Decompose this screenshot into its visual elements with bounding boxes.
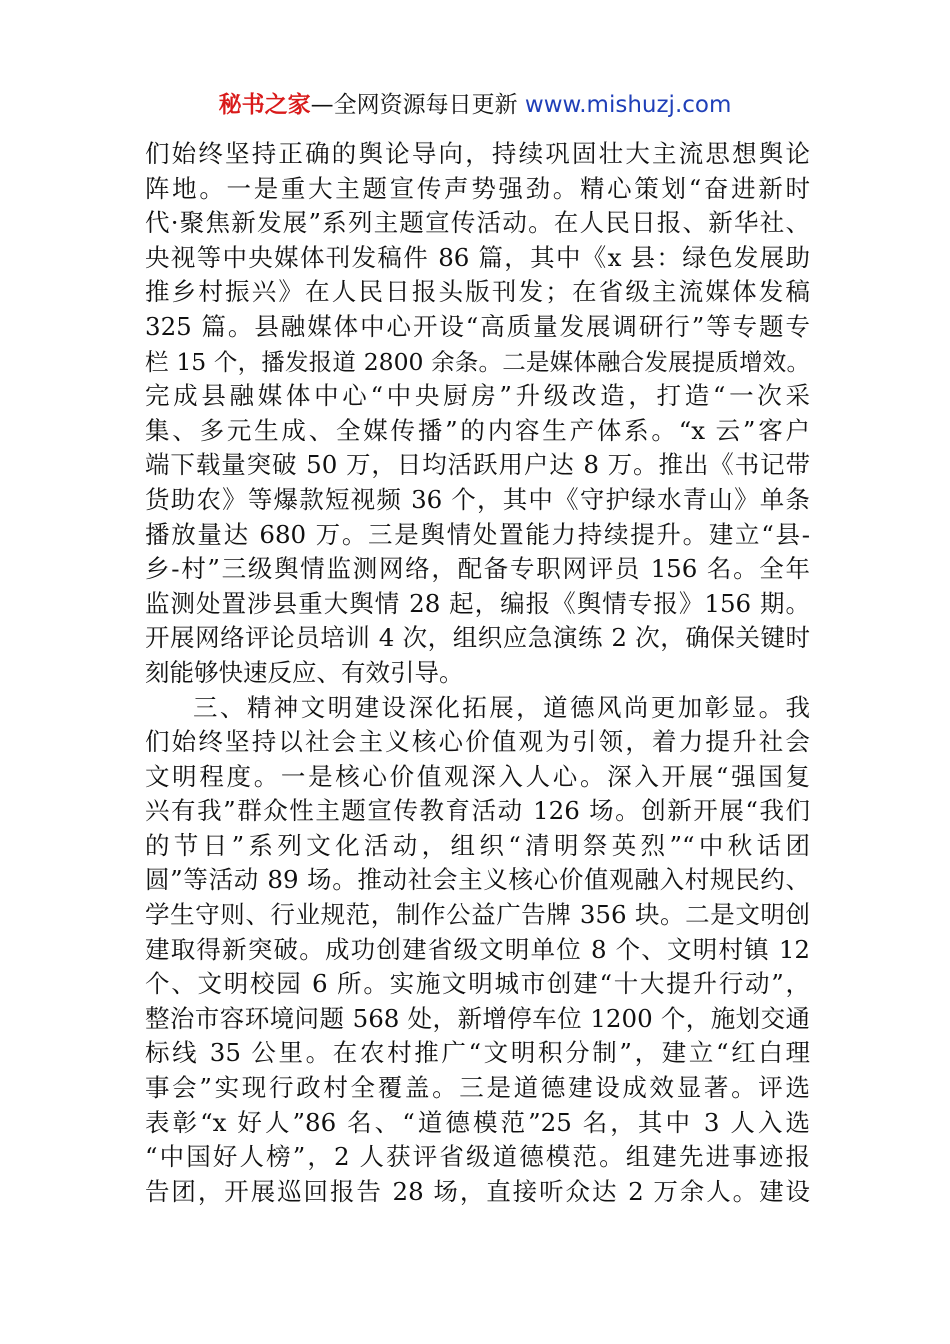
document-text-line: 学生守则、行业规范，制作公益广告牌 356 块。二是文明创	[145, 900, 810, 930]
document-text-line: 文明程度。一是核心价值观深入人心。深入开展“强国复	[145, 761, 810, 791]
document-text-line: 325 篇。县融媒体中心开设“高质量发展调研行”等专题专	[145, 311, 810, 341]
document-text-line: 标线 35 公里。在农村推广“文明积分制”，建立“红白理	[145, 1038, 810, 1068]
document-text-line: 事会”实现行政村全覆盖。三是道德建设成效显著。评选	[145, 1073, 810, 1103]
document-text-line: 端下载量突破 50 万，日均活跃用户达 8 万。推出《书记带	[145, 450, 810, 480]
document-text-line: 货助农》等爆款短视频 36 个，其中《守护绿水青山》单条	[145, 484, 810, 514]
document-text-line: 告团，开展巡回报告 28 场，直接听众达 2 万余人。建设	[145, 1176, 810, 1206]
document-text-line: 圆”等活动 89 场。推动社会主义核心价值观融入村规民约、	[145, 865, 810, 895]
document-text-line: 开展网络评论员培训 4 次，组织应急演练 2 次，确保关键时	[145, 623, 810, 653]
document-text-line: 推乡村振兴》在人民日报头版刊发；在省级主流媒体发稿	[145, 277, 810, 307]
site-header	[0, 88, 950, 122]
document-text-line: 监测处置涉县重大舆情 28 起，编报《舆情专报》156 期。	[145, 588, 810, 618]
document-text-line: 们始终坚持正确的舆论导向，持续巩固壮大主流思想舆论	[145, 139, 810, 168]
site-tagline: —全网资源每日更新	[310, 92, 518, 118]
document-text-line: 三、精神文明建设深化拓展，道德风尚更加彰显。我	[193, 692, 810, 722]
document-body	[145, 137, 810, 1209]
document-text-line: 阵地。一是重大主题宣传声势强劲。精心策划“奋进新时	[145, 173, 810, 203]
document-text-line: 集、多元生成、全媒传播”的内容生产体系。“x 云”客户	[145, 415, 810, 445]
document-text-line: 整治市容环境问题 568 处，新增停车位 1200 个，施划交通	[145, 1003, 810, 1033]
document-text-line: 们始终坚持以社会主义核心价值观为引领，着力提升社会	[145, 727, 810, 757]
document-text-line: 播放量达 680 万。三是舆情处置能力持续提升。建立“县-	[145, 519, 810, 549]
document-text-line: 央视等中央媒体刊发稿件 86 篇，其中《x 县：绿色发展助	[145, 242, 810, 272]
document-text-line: 的节日”系列文化活动，组织“清明祭英烈”“中秋话团	[145, 830, 810, 860]
document-text-line: 乡-村”三级舆情监测网络，配备专职网评员 156 名。全年	[145, 554, 810, 584]
document-text-line: 完成县融媒体中心“中央厨房”升级改造，打造“一次采	[145, 381, 810, 411]
document-text-line: 代·聚焦新发展”系列主题宣传活动。在人民日报、新华社、	[145, 208, 810, 238]
site-brand-name: 秘书之家	[218, 92, 311, 118]
document-text-line: 栏 15 个，播发报道 2800 余条。二是媒体融合发展提质增效。	[145, 347, 810, 376]
site-url-link[interactable]: www.mishuzj.com	[524, 92, 732, 118]
document-text-line: 刻能够快速反应、有效引导。	[145, 657, 464, 687]
document-text-line: 兴有我”群众性主题宣传教育活动 126 场。创新开展“我们	[145, 796, 810, 826]
document-text-line: “中国好人榜”，2 人获评省级道德模范。组建先进事迹报	[145, 1142, 810, 1172]
document-text-line: 表彰“x 好人”86 名、“道德模范”25 名，其中 3 人入选	[145, 1107, 810, 1137]
document-text-line: 个、文明校园 6 所。实施文明城市创建“十大提升行动”，	[145, 969, 810, 999]
document-text-line: 建取得新突破。成功创建省级文明单位 8 个、文明村镇 12	[145, 934, 810, 964]
